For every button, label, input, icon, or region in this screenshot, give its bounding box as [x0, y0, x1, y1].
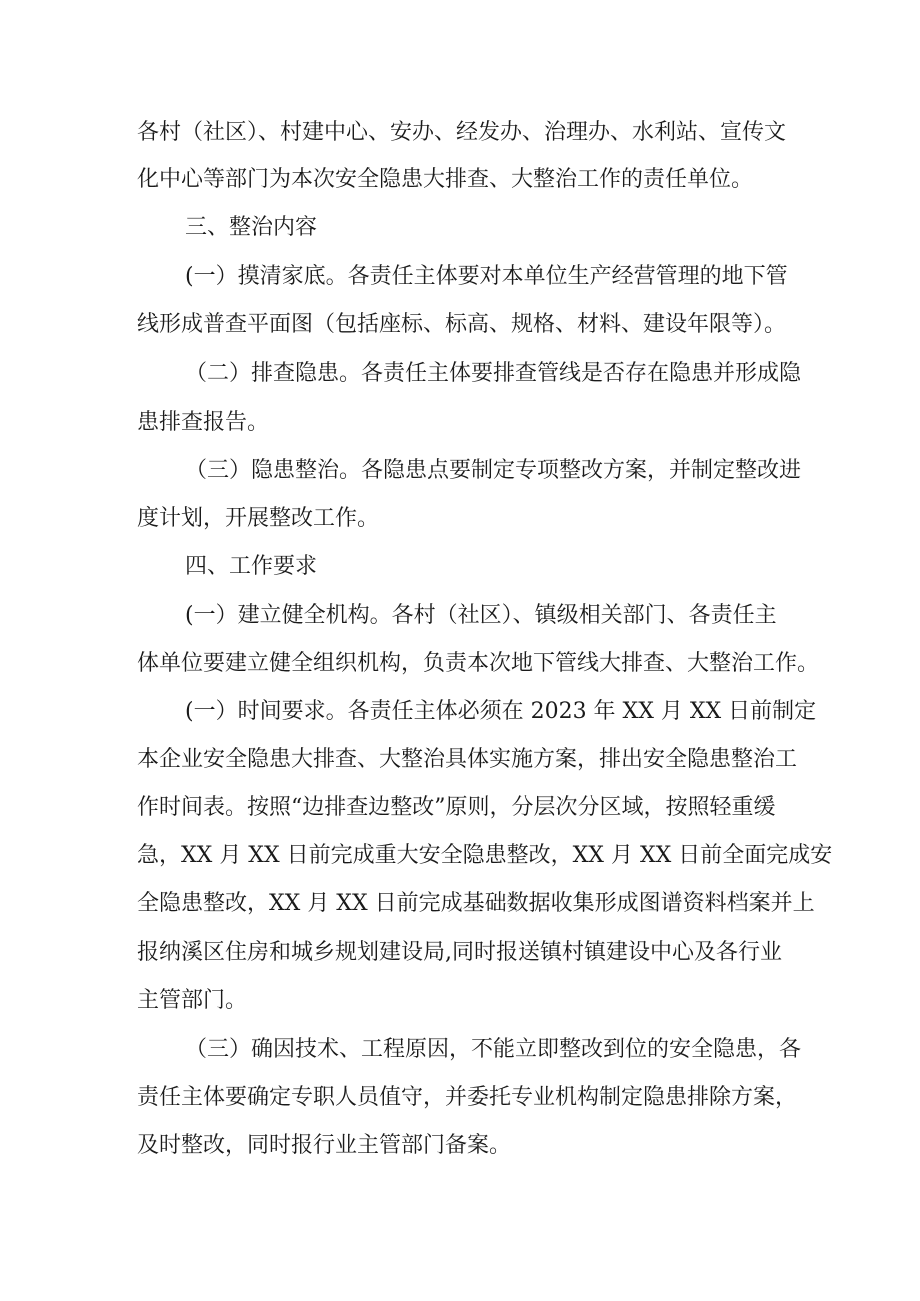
paragraph-line: 全隐患整改，XX 月 XX 日前完成基础数据收集形成图谱资料档案并上 — [137, 891, 815, 916]
section-heading: 三、整治内容 — [185, 215, 318, 240]
paragraph-line: (一）建立健全机构。各村（社区）、镇级相关部门、各责任主 — [185, 603, 777, 628]
paragraph-line: 及时整改，同时报行业主管部门备案。 — [137, 1133, 512, 1158]
paragraph-line: （二）排查隐患。各责任主体要排查管线是否存在隐患并形成隐 — [185, 361, 802, 386]
paragraph-line: （三）隐患整治。各隐患点要制定专项整改方案，并制定整改进 — [185, 458, 802, 483]
paragraph-line: 各村（社区）、村建中心、安办、经发办、治理办、水利站、宣传文 — [137, 120, 787, 145]
paragraph-line: （三）确因技术、工程原因，不能立即整改到位的安全隐患，各 — [185, 1037, 802, 1062]
paragraph-line: (一）摸清家底。各责任主体要对本单位生产经营管理的地下管 — [185, 264, 788, 289]
paragraph-line: 患排查报告。 — [137, 410, 270, 435]
paragraph-line: (一）时间要求。各责任主体必须在 2023 年 XX 月 XX 日前制定 — [185, 699, 817, 724]
paragraph-line: 线形成普查平面图（包括座标、标高、规格、材料、建设年限等）。 — [137, 312, 787, 337]
paragraph-line: 体单位要建立健全组织机构，负责本次地下管线大排查、大整治工作。 — [137, 651, 820, 676]
paragraph-line: 责任主体要确定专职人员值守，并委托专业机构制定隐患排除方案， — [137, 1085, 798, 1110]
paragraph-line: 本企业安全隐患大排查、大整治具体实施方案，排出安全隐患整治工 — [137, 747, 798, 772]
section-heading: 四、工作要求 — [185, 554, 318, 579]
paragraph-line: 急，XX 月 XX 日前完成重大安全隐患整改，XX 月 XX 日前全面完成安 — [137, 843, 833, 868]
paragraph-line: 主管部门。 — [137, 988, 248, 1013]
paragraph-line: 报纳溪区住房和城乡规划建设局,同时报送镇村镇建设中心及各行业 — [137, 940, 782, 965]
paragraph-line: 度计划，开展整改工作。 — [137, 506, 380, 531]
paragraph-line: 作时间表。按照“边排查边整改”原则，分层次分区域，按照轻重缓 — [137, 795, 776, 820]
paragraph-line: 化中心等部门为本次安全隐患大排查、大整治工作的责任单位。 — [137, 167, 754, 192]
